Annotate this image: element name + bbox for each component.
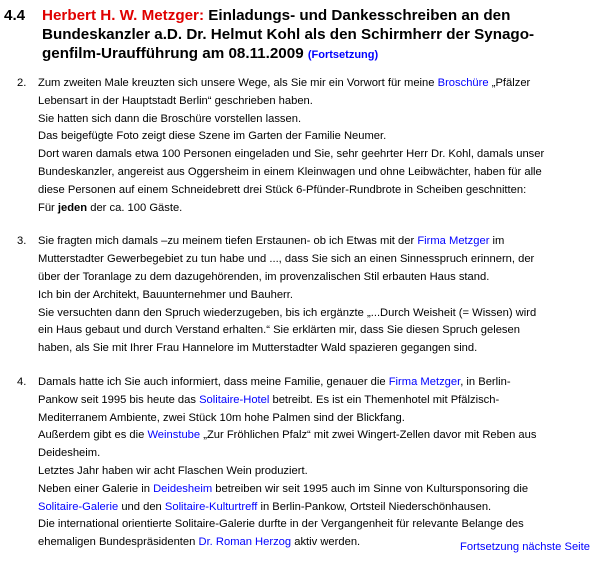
text-line	[38, 233, 594, 251]
text-segment: Zum zweiten Male kreuzten sich unsere Wege, als Sie mir ein Vorwort für meine	[38, 77, 438, 89]
text-segment: über der Toranlage zu dem dazugehörenden, im provenzalischen Stil erbauten Haus stand.	[38, 270, 490, 283]
section-heading	[4, 6, 594, 65]
list-item	[0, 75, 600, 217]
text-segment: „Zur Fröhlichen Pfalz“ mit zwei Wingert-Zellen davor mit Reben aus	[200, 429, 537, 442]
text-segment: und den	[118, 500, 165, 513]
list-item-text	[38, 374, 594, 552]
inline-link[interactable]: Dr. Roman Herzog	[198, 536, 292, 549]
text-segment: Für	[38, 201, 58, 214]
text-line	[38, 128, 594, 146]
inline-link[interactable]: Weinstube	[147, 429, 201, 442]
list-item-text	[38, 233, 594, 358]
text-segment: Lebensart in der Hauptstadt Berlin“ geschrieben haben.	[38, 94, 313, 107]
text-segment: , in Berlin-	[460, 375, 511, 388]
text-line	[38, 93, 594, 111]
text-segment: Bundeskanzler, angereist aus Oggersheim in einem Kleinwagen und ohne Leibwächter, haben für alle	[38, 165, 542, 178]
text-line	[38, 392, 594, 410]
text-segment: Deidesheim.	[38, 447, 101, 460]
list-item-number: 2.	[17, 77, 27, 89]
text-line	[38, 305, 594, 323]
inline-link[interactable]: Firma Metzger	[417, 235, 490, 248]
list-item-number: 4.	[17, 375, 27, 388]
text-segment: Mediterranem Ambiente, zwei Stück 10m hohe Palmen sind der Blickfang.	[38, 411, 405, 424]
text-line	[38, 340, 594, 358]
section-number: 4.4	[4, 7, 26, 24]
emphasis-text: jeden	[57, 201, 88, 214]
text-segment: Pankow seit 1995 bis heute das	[38, 393, 200, 406]
text-segment: Ich bin der Architekt, Bauunternehmer und Bauherr.	[38, 288, 293, 301]
text-segment: Mutterstadter Gewerbegebiet zu tun habe und ..., dass Sie sich an einen Sinnesspruch erinnern, der	[38, 253, 535, 266]
text-line	[38, 75, 594, 93]
text-line	[38, 111, 594, 129]
text-segment: Die international orientierte Solitaire-Galerie durfte in der Vergangenheit für relevante Belange des	[38, 518, 524, 531]
next-page-link[interactable]: Fortsetzung nächste Seite	[460, 541, 590, 553]
inline-link[interactable]: Deidesheim	[153, 482, 213, 495]
text-line	[38, 322, 594, 340]
text-line	[38, 516, 594, 534]
text-segment: betreibt. Es ist ein Themenhotel mit Pfälzisch-	[269, 393, 500, 406]
inline-link[interactable]: Solitaire-Galerie	[38, 500, 119, 513]
text-segment: der ca. 100 Gäste.	[87, 201, 183, 214]
text-segment: im	[489, 235, 505, 248]
text-segment: diese Personen auf einem Schneidebrett drei Stück 6-Pfünder-Rundbrote in Scheiben geschnitten:	[38, 183, 527, 196]
text-segment: in Berlin-Pankow, Ortsteil Niederschönhausen.	[257, 500, 492, 513]
text-segment: betreiben wir seit 1995 auch im Sinne von Kultursponsoring die	[212, 482, 529, 495]
continuation-link[interactable]: (Fortsetzung)	[307, 49, 379, 61]
text-segment: Außerdem gibt es die	[38, 429, 148, 442]
text-segment: ein Haus gebaut und durch Verstand erhalten.“ Sie erklärten mir, dass Sie diesen Spruch gelesen	[38, 324, 520, 337]
list-item	[0, 374, 600, 552]
text-segment: aktiv werden.	[291, 536, 361, 549]
text-line	[38, 481, 594, 499]
author-name: Herbert H. W. Metzger:	[42, 7, 205, 24]
text-line	[38, 200, 594, 218]
text-segment: Neben einer Galerie in	[38, 482, 154, 495]
text-segment: Damals hatte ich Sie auch informiert, dass meine Familie, genauer die	[38, 375, 389, 388]
text-segment: „Pfälzer	[488, 77, 531, 89]
text-line	[38, 427, 594, 445]
heading-title-line-2: Bundeskanzler a.D. Dr. Helmut Kohl als den Schirmherr der Synago-	[42, 26, 535, 43]
numbered-list	[0, 75, 600, 568]
inline-link[interactable]: Broschüre	[437, 77, 489, 89]
text-segment: Sie versuchten dann den Spruch wiederzugeben, bis ich ergänzte „...Durch Weisheit (= Wissen) wird	[38, 306, 537, 319]
text-line	[38, 146, 594, 164]
text-line	[38, 182, 594, 200]
text-segment: ehemaligen Bundespräsidenten	[38, 536, 199, 549]
text-segment: Sie fragten mich damals –zu meinem tiefen Erstaunen- ob ich Etwas mit der	[38, 235, 418, 248]
text-segment: haben, als Sie mit Ihrer Frau Hannelore im Mutterstadter Wald spazieren gegangen sind.	[38, 342, 478, 355]
text-line	[38, 269, 594, 287]
inline-link[interactable]: Firma Metzger	[388, 375, 461, 388]
text-line	[38, 499, 594, 517]
text-segment: Dort waren damals etwa 100 Personen eingeladen und Sie, sehr geehrter Herr Dr. Kohl, damals unser	[38, 148, 545, 161]
list-item-text	[38, 75, 594, 217]
text-segment: Letztes Jahr haben wir acht Flaschen Wein produziert.	[38, 464, 308, 477]
text-line	[38, 251, 594, 269]
text-line	[38, 463, 594, 481]
inline-link[interactable]: Solitaire-Kulturtreff	[164, 500, 258, 513]
heading-title-line-1: Einladungs- und Dankesschreiben an den	[204, 7, 511, 24]
text-line	[38, 374, 594, 392]
text-line	[38, 445, 594, 463]
text-line	[38, 287, 594, 305]
text-segment: Das beigefügte Foto zeigt diese Szene im Garten der Familie Neumer.	[38, 130, 387, 143]
text-line	[38, 410, 594, 428]
text-segment: Sie hatten sich dann die Broschüre vorstellen lassen.	[38, 112, 302, 125]
heading-title-line-3: genfilm-Uraufführung am 08.11.2009	[42, 45, 304, 62]
text-line	[38, 164, 594, 182]
list-item	[0, 233, 600, 358]
list-item-number: 3.	[17, 235, 27, 248]
inline-link[interactable]: Solitaire-Hotel	[199, 393, 270, 406]
